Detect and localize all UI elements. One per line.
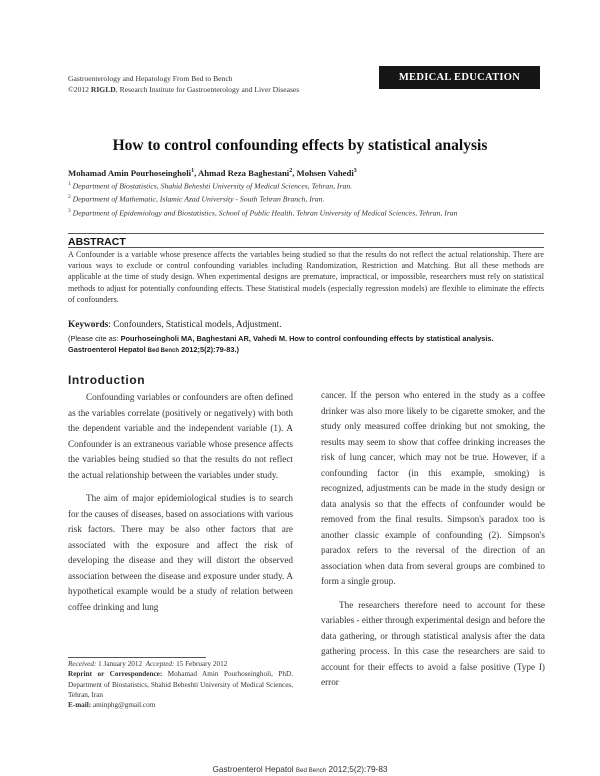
journal-name: Gastroenterology and Hepatology From Bed to Bench <box>68 74 233 83</box>
author-separator: , <box>292 168 297 178</box>
body-paragraph: The researchers therefore need to account for these variables - either through experimental design and before the data gathering, or through statistical analysis after the data gathering process. In this case the researchers are said to account for their effects to avoid a false positive (Type I) error <box>321 599 545 687</box>
footnote-divider <box>68 657 206 658</box>
received-date: 1 January 2012 <box>96 660 143 668</box>
divider <box>68 233 544 234</box>
correspondence <box>68 669 293 700</box>
citation-suffix: 2012;5(2):79-83.) <box>179 345 239 354</box>
author-name: Mohamad Amin Pourhoseingholi <box>68 168 192 178</box>
paper-title: How to control confounding effects by statistical analysis <box>112 137 488 154</box>
citation <box>68 333 544 357</box>
footer-journal: Gastroenterol Hepatol <box>212 764 296 774</box>
body-paragraph: The aim of major epidemiological studies is to search for the causes of diseases, based on associations with various risk factors. There may be also other factors that are associated with the exposure and affect the risk of developing the disease and they will distort the observed association between the disease and exposure under study. A hypothetical example would be a study of relation between coffee drinking and lung <box>68 493 293 612</box>
copyright-line <box>68 84 299 95</box>
email-label: E-mail: <box>68 701 92 710</box>
email-line <box>68 700 293 710</box>
body-paragraph: cancer. If the person who entered in the study as a coffee drinker was also more likely to be cigarette smoker, and the study only measured coffee drinking but not smoking, the results may seem to show that coffee drinking increases the risk of lung cancer, which may not be true. However, if a confounding factor (in this example, smoking) is recognized, adjustments can be made in the study design or data analysis so that the effects of confounder would be removed from the final results. Simpson's paradox too is another classic example of confounding (2). Simpson's paradox refers to the reversal of the direction of an association when data from several groups are combined to form a single group. <box>321 390 545 586</box>
accepted-label: Accepted: <box>145 660 175 668</box>
reprint-text: Mohamad Amin Pourhoseingholi, PhD. Department of Biostatistics, Shahid Beheshti University of Medical Sciences, Tehran, Iran <box>68 670 293 699</box>
keywords-text: : Confounders, Statistical models, Adjustment. <box>108 320 282 330</box>
affiliation-text: Department of Biostatistics, Shahid Beheshti University of Medical Sciences, Tehran, Iran. <box>72 181 353 191</box>
affiliation-text: Department of Epidemiology and Biostatistics, School of Public Health, Tehran University of Medical Sciences, Tehran, Iran <box>72 208 458 218</box>
affiliation <box>68 208 458 218</box>
affiliation <box>68 181 352 191</box>
citation-text: Pourhoseingholi MA, Baghestani AR, Vahedi M. How to control confounding effects by statistical analysis. Gastroenterol Hepatol <box>68 334 494 354</box>
divider <box>68 247 544 248</box>
section-badge: MEDICAL EDUCATION <box>379 66 540 89</box>
affiliation <box>68 194 324 204</box>
page-footer <box>0 764 600 774</box>
keywords-label: Keywords <box>68 320 109 330</box>
copyright-prefix: ©2012 <box>68 85 91 94</box>
author-list <box>68 168 357 178</box>
affiliation-num: 2 <box>68 194 71 200</box>
body-column-right <box>321 388 545 691</box>
author-separator: , <box>194 168 198 178</box>
body-column-left <box>68 390 293 615</box>
journal-header <box>68 73 299 95</box>
introduction-heading: Introduction <box>68 373 146 387</box>
citation-prefix: (Please cite as: <box>68 334 121 343</box>
author-name: Mohsen Vahedi <box>296 168 354 178</box>
email-address[interactable]: aminphg@gmail.com <box>91 701 156 710</box>
body-paragraph: Confounding variables or confounders are often defined as the variables correlate (positively or negatively) with both the dependent variable and the independent variable (1). A Confounder is an extraneous variable whose presence affects the variables being studied so that the results do not reflect the actual relationship between the variables under study. <box>68 392 293 480</box>
dates-line <box>68 659 293 669</box>
abstract-text: A Confounder is a variable whose presence affects the variables being studied so that the results do not reflect the actual relationship. There are various ways to exclude or control confounding variables including Randomization, Restriction and Matching. But all these methods are applicable at the time of study design. When experimental designs are premature, impractical, or impossible, researchers must rely on statistical methods to adjust for potentially confounding effects. These Statistical models (especially regression models) are flexible to eliminate the effects of confounders. <box>68 250 544 304</box>
keywords <box>68 320 282 330</box>
affiliation-num: 3 <box>68 208 71 214</box>
affiliation-text: Department of Mathematic, Islamic Azad University - South Tehran Branch, Iran. <box>72 194 325 204</box>
footer-small: Bed Bench <box>295 767 327 774</box>
affiliation-num: 1 <box>68 181 71 187</box>
abstract-heading: ABSTRACT <box>68 236 126 248</box>
citation-small: Bed Bench <box>147 348 180 354</box>
author-sup: 3 <box>353 168 357 175</box>
footer-rest: 2012;5(2):79-83 <box>326 764 388 774</box>
footnote <box>68 659 293 710</box>
accepted-date: 15 February 2012 <box>174 660 228 668</box>
copyright-rest: , Research Institute for Gastroenterology and Liver Diseases <box>115 85 300 94</box>
author-sup: 1 <box>191 168 195 175</box>
received-label: Received: <box>68 660 97 668</box>
reprint-label: Reprint or Correspondence: <box>68 670 163 679</box>
author-name: Ahmad Reza Baghestani <box>197 168 290 178</box>
copyright-org: RIGLD <box>90 85 116 94</box>
author-sup: 2 <box>289 168 293 175</box>
